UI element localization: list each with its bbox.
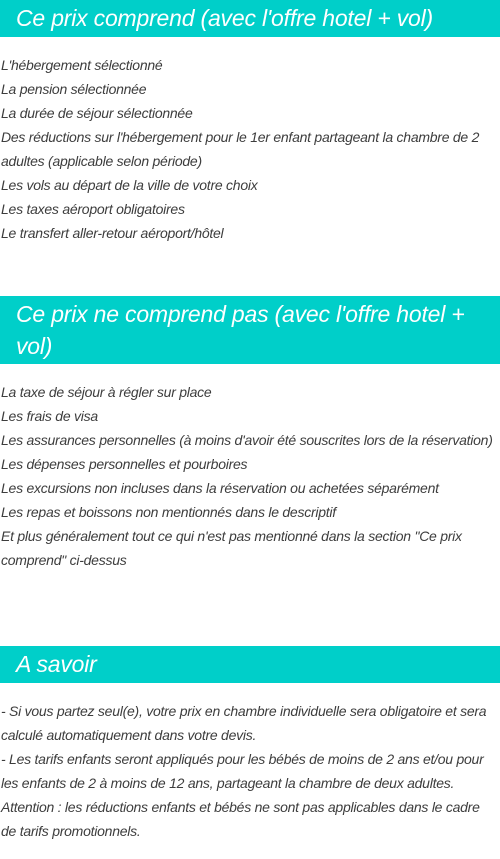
excludes-list [0, 380, 500, 572]
list-item: Les dépenses personnelles et pourboires [1, 456, 248, 472]
section-title-excludes: Ce prix ne comprend pas (avec l'offre hotel + vol) [16, 301, 465, 359]
section-header-info [0, 646, 500, 683]
list-item: L'hébergement sélectionné [1, 57, 163, 73]
list-item: Les taxes aéroport obligatoires [1, 201, 185, 217]
list-item: La taxe de séjour à régler sur place [1, 384, 212, 400]
list-item: Les excursions non incluses dans la réservation ou achetées séparément [1, 480, 439, 496]
section-title-info: A savoir [16, 651, 97, 677]
section-header-includes [0, 0, 500, 37]
list-item: - Les tarifs enfants seront appliqués pour les bébés de moins de 2 ans et/ou pour les enfants de 2 à moins de 12 ans, partageant la chambre de deux adultes. [1, 751, 484, 791]
list-item: Les frais de visa [1, 408, 98, 424]
list-item: La pension sélectionnée [1, 81, 147, 97]
list-item: Et plus généralement tout ce qui n'est pas mentionné dans la section "Ce prix comprend" ci-dessus [1, 528, 462, 568]
list-item: Attention : les réductions enfants et bébés ne sont pas applicables dans le cadre de tarifs promotionnels. [1, 799, 480, 839]
list-item: Les repas et boissons non mentionnés dans le descriptif [1, 504, 336, 520]
list-item: Des réductions sur l'hébergement pour le 1er enfant partageant la chambre de 2 adultes (applicable selon période) [1, 129, 480, 169]
list-item: Les vols au départ de la ville de votre choix [1, 177, 258, 193]
list-item: - Si vous partez seul(e), votre prix en chambre individuelle sera obligatoire et sera calculé automatiquement dans votre devis. [1, 703, 487, 743]
includes-list [0, 53, 500, 245]
info-list [0, 699, 500, 843]
section-title-includes: Ce prix comprend (avec l'offre hotel + vol) [16, 5, 434, 31]
section-header-excludes [0, 296, 500, 364]
list-item: La durée de séjour sélectionnée [1, 105, 193, 121]
list-item: Le transfert aller-retour aéroport/hôtel [1, 225, 224, 241]
list-item: Les assurances personnelles (à moins d'avoir été souscrites lors de la réservation) [1, 432, 493, 448]
